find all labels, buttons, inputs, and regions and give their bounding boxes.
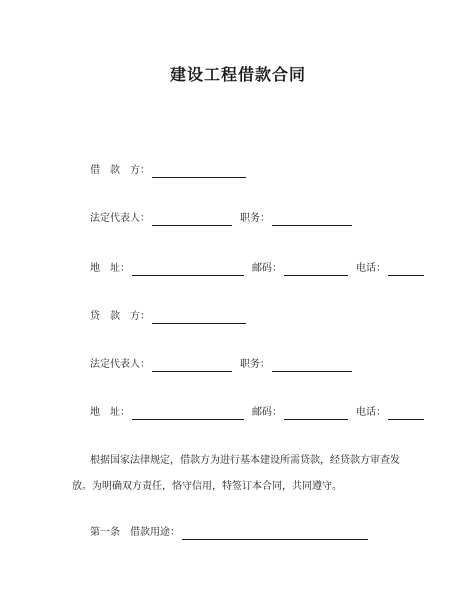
- phone-blank: [388, 408, 424, 420]
- lender-label: 贷 款 方：: [90, 311, 150, 322]
- borrower-address-line: [90, 262, 424, 276]
- article-1-line: [90, 526, 368, 540]
- position-label: 职务：: [240, 359, 270, 370]
- legal-rep-label: 法定代表人：: [90, 359, 150, 370]
- postcode-label: 邮码：: [252, 263, 282, 274]
- document-title: 建设工程借款合同: [169, 65, 306, 84]
- lender-address-line: [90, 406, 424, 420]
- phone-label: 电话：: [356, 407, 386, 418]
- legal-rep-label: 法定代表人：: [90, 213, 150, 224]
- lender-line: [90, 310, 246, 324]
- legal-rep-blank: [152, 214, 232, 226]
- lender-legal-rep-line: [90, 358, 352, 372]
- borrower-legal-rep-line: [90, 212, 352, 226]
- phone-blank: [388, 264, 424, 276]
- intro-paragraph: 根据国家法律规定，借款方为进行基本建设所需贷款，经贷款方审查发放。为明确双方责任，恪守信用，特签订本合同，共同遵守。: [72, 455, 400, 492]
- address-label: 地 址：: [90, 407, 130, 418]
- address-blank: [132, 408, 244, 420]
- lender-blank: [152, 312, 246, 324]
- legal-rep-blank: [152, 360, 232, 372]
- address-blank: [132, 264, 244, 276]
- borrower-line: [90, 164, 246, 178]
- position-blank: [272, 214, 352, 226]
- postcode-blank: [284, 408, 348, 420]
- position-blank: [272, 360, 352, 372]
- address-label: 地 址：: [90, 263, 130, 274]
- position-label: 职务：: [240, 213, 270, 224]
- article-1-label: 第一条 借款用途：: [90, 527, 180, 538]
- phone-label: 电话：: [356, 263, 386, 274]
- borrower-blank: [152, 166, 246, 178]
- postcode-blank: [284, 264, 348, 276]
- borrower-label: 借 款 方：: [90, 165, 150, 176]
- postcode-label: 邮码：: [252, 407, 282, 418]
- article-1-blank: [182, 528, 368, 540]
